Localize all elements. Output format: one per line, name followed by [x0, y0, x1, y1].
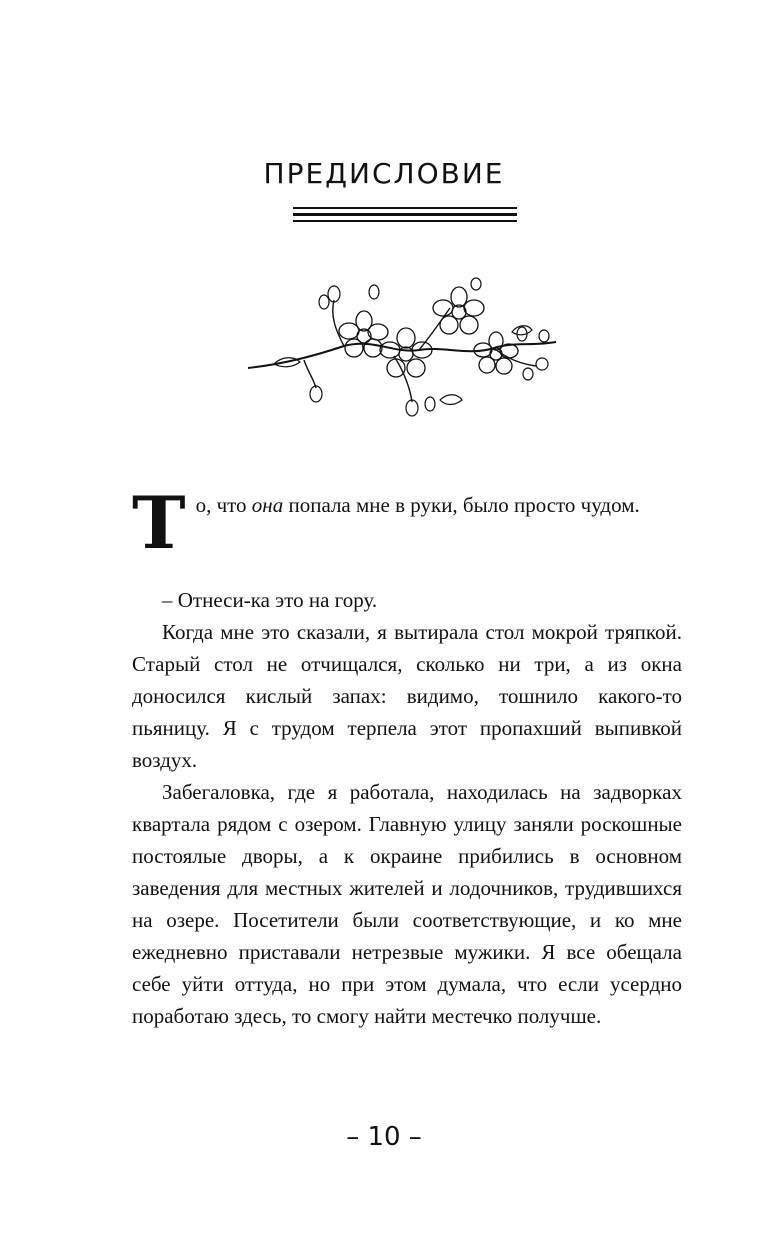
- first-paragraph-text-start: о, что: [195, 493, 252, 517]
- chapter-title: ПРЕДИСЛОВИЕ: [263, 157, 505, 190]
- title-rule-bottom: [293, 220, 517, 222]
- paragraph: Забегаловка, где я работала, находилась на задворках квартала рядом с озером. Главную улицу заняли роскошные постоялые дворы, а к окраине прибились в основном заведения для местных жителей и лодочников, трудившихся на озере. Посетители были соответствующие, и ко мне ежедневно приставали нетрезвые мужики. Я все обещала себе уйти оттуда, но при этом думала, что если усердно поработаю здесь, то смогу найти местечко получше.: [132, 780, 682, 1028]
- blossom-4: [474, 332, 518, 374]
- cherry-blossom-branch-icon: [244, 276, 560, 426]
- title-rule-top: [293, 207, 517, 209]
- first-paragraph: [132, 480, 682, 565]
- drop-cap: Т: [132, 480, 186, 565]
- buds: [310, 278, 549, 416]
- body-text: [132, 584, 682, 1032]
- leaves: [274, 326, 532, 405]
- first-paragraph-text-end: попала мне в руки, было просто чудом.: [283, 493, 640, 517]
- page-number: – 10 –: [346, 1122, 422, 1152]
- paragraph: Когда мне это сказали, я вытирала стол мокрой тряпкой. Старый стол не отчищался, сколько ни три, а из окна доносился кислый запах: видимо, тошнило какого-то пьяницу. Я с трудом терпела этот пропахший выпивкой воздух.: [132, 620, 682, 772]
- title-rule-middle: [293, 213, 517, 216]
- first-paragraph-italic: она: [251, 493, 284, 517]
- paragraph: – Отнеси-ка это на гору.: [162, 588, 378, 612]
- blossom-3: [433, 287, 484, 334]
